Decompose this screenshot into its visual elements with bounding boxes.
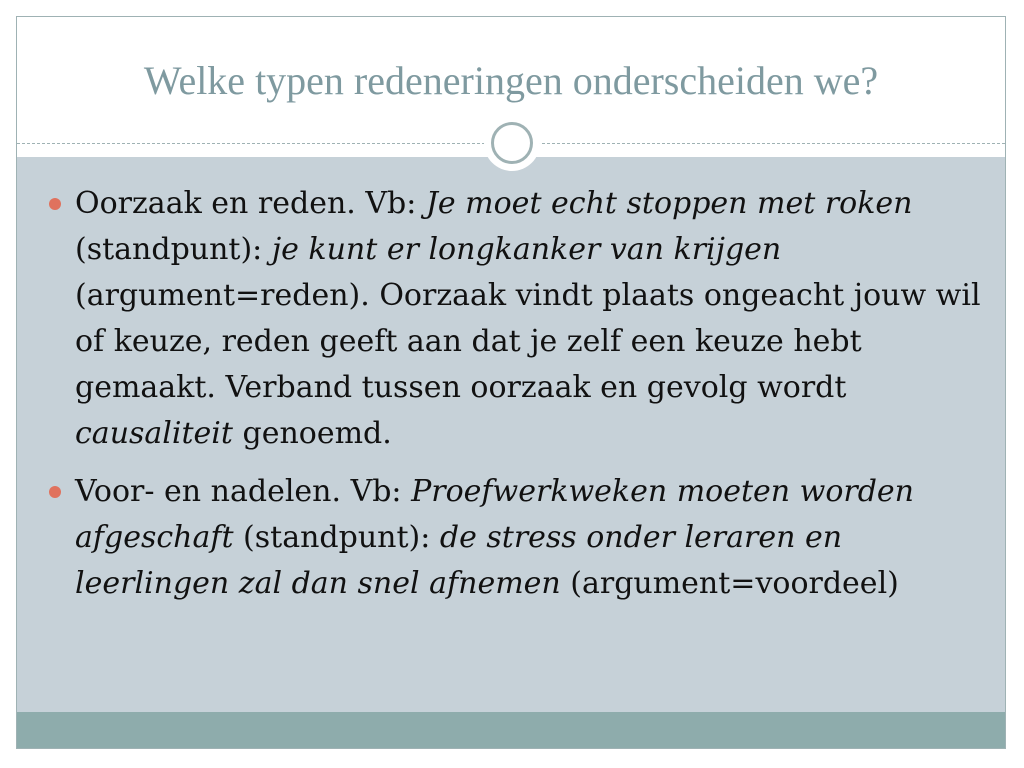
text-segment: (argument=reden). Oorzaak vindt plaats ongeacht jouw wil of keuze, reden geeft aan dat je zelf een keuze hebt gemaakt. Verband tussen oorzaak en gevolg wordt [75, 278, 981, 405]
text-segment-italic: je kunt er longkanker van krijgen [271, 232, 782, 267]
slide-title: Welke typen redeneringen onderscheiden we? [143, 58, 879, 103]
text-segment-italic: causaliteit [75, 416, 233, 451]
text-segment-italic: Proefwerkweken moeten worden afgeschaft [75, 474, 915, 555]
bullet-item [45, 469, 985, 607]
bottom-band [17, 712, 1005, 748]
bullet-text [75, 474, 914, 601]
text-segment: genoemd. [232, 416, 392, 451]
circle-ornament-icon [484, 115, 540, 171]
circle-ring-icon [491, 122, 533, 164]
text-segment: (standpunt): [75, 232, 272, 267]
bullet-dot-icon [49, 486, 61, 498]
bullet-list [45, 181, 985, 619]
text-segment-italic: Je moet echt stoppen met roken [425, 186, 913, 221]
text-segment-italic: de stress onder leraren en leerlingen zal dan snel afnemen [75, 520, 843, 601]
text-segment: Voor- en nadelen. Vb: [75, 474, 412, 509]
bullet-text [75, 186, 981, 451]
text-segment: (standpunt): [233, 520, 440, 555]
bullet-dot-icon [49, 198, 61, 210]
text-segment: Oorzaak en reden. Vb: [75, 186, 426, 221]
bullet-item [45, 181, 985, 457]
text-segment: (argument=voordeel) [560, 566, 899, 601]
slide [16, 16, 1006, 749]
